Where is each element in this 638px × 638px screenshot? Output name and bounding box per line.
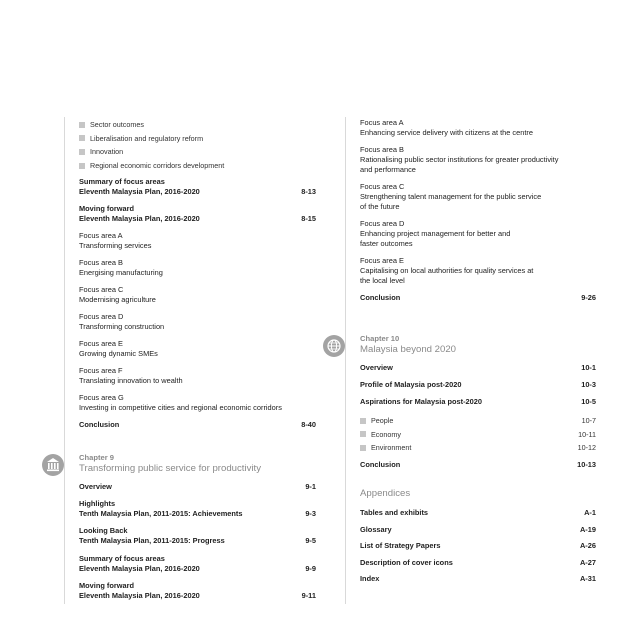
globe-icon (323, 335, 345, 357)
entry-line (360, 293, 596, 303)
entry-label: Moving forward (79, 580, 135, 590)
entry-page: 10-3 (581, 380, 596, 389)
entry-label: Focus area C (79, 285, 124, 295)
entry-label: Moving forward (79, 204, 135, 214)
entry-line (360, 558, 596, 568)
entry-line (79, 403, 316, 413)
bullet-page: 10-7 (581, 416, 596, 426)
chapter9-number: Chapter 9 (79, 453, 115, 462)
appendix-entry[interactable] (360, 574, 596, 584)
entry-line (79, 376, 316, 386)
bullet-square-icon (360, 431, 366, 437)
toc-entry[interactable] (360, 219, 596, 249)
bullet-label: Liberalisation and regulatory reform (90, 133, 204, 143)
entry-label: Capitalising on local authorities for quality services at (360, 266, 534, 275)
bullet-square-icon (79, 149, 85, 155)
bullet-item[interactable] (360, 414, 596, 428)
entry-line (79, 349, 316, 359)
entry-page: 8-40 (301, 420, 316, 430)
right-column (360, 118, 596, 310)
bullet-square-icon (360, 445, 366, 451)
toc-entry[interactable] (79, 177, 316, 197)
entry-page: 10-5 (581, 397, 596, 406)
entry-line (79, 204, 316, 214)
entry-line (360, 380, 596, 390)
entry-line (79, 581, 316, 591)
toc-entry[interactable] (79, 482, 316, 492)
entry-label: Focus area E (360, 256, 404, 265)
entry-label: Tenth Malaysia Plan, 2011-2015: Achievements (79, 509, 243, 519)
toc-entry[interactable] (79, 312, 316, 332)
entry-line (79, 268, 316, 278)
chapter8-entries (79, 177, 316, 430)
toc-entry[interactable] (79, 231, 316, 251)
entry-line (79, 509, 316, 519)
bullet-square-icon (79, 122, 85, 128)
entry-line (79, 322, 316, 332)
entry-page: 9-5 (305, 536, 316, 546)
entry-label: Looking Back (79, 526, 128, 536)
bullet-square-icon (360, 418, 366, 424)
entry-line (79, 231, 316, 241)
entry-label: Aspirations for Malaysia post-2020 (360, 397, 482, 406)
entry-label: and performance (360, 165, 416, 174)
entry-label: Eleventh Malaysia Plan, 2016-2020 (79, 563, 200, 573)
entry-label: Focus area B (360, 145, 404, 154)
bullet-label: Economy (371, 429, 401, 439)
entry-label: Enhancing service delivery with citizens at the centre (360, 128, 533, 137)
entry-label: Rationalising public sector institutions for greater productivity (360, 155, 559, 164)
entry-line (360, 182, 596, 192)
appendix-entry[interactable] (360, 525, 596, 535)
entry-label: Summary of focus areas (79, 177, 165, 187)
entry-label: List of Strategy Papers (360, 541, 441, 551)
bullet-item[interactable] (79, 118, 316, 132)
appendices-title: Appendices (360, 488, 411, 499)
entry-label: Enhancing project management for better and (360, 229, 511, 238)
entry-label: Growing dynamic SMEs (79, 349, 158, 359)
chapter10-heading (360, 334, 596, 356)
left-column-rule (64, 117, 65, 604)
toc-entry[interactable] (79, 366, 316, 386)
chapter10-conclusion[interactable] (360, 460, 596, 470)
entry-line (360, 525, 596, 535)
bullet-label: Environment (371, 443, 412, 453)
entry-page: A-31 (579, 574, 596, 584)
entry-line (360, 574, 596, 584)
entry-line (79, 554, 316, 564)
entry-page: 10-1 (581, 363, 596, 372)
bullet-item[interactable] (79, 159, 316, 173)
entry-label: Translating innovation to wealth (79, 376, 183, 386)
entry-label: Focus area E (79, 339, 123, 349)
entry-page: 9-26 (581, 293, 596, 302)
chapter9-heading (79, 453, 316, 475)
entry-label: Conclusion (360, 293, 401, 302)
entry-label: Focus area A (360, 118, 404, 127)
appendix-entry[interactable] (360, 541, 596, 551)
entry-line (79, 177, 316, 187)
entry-line (360, 508, 596, 518)
toc-entry[interactable] (79, 204, 316, 224)
entry-line (360, 145, 596, 155)
entry-page: 9-1 (305, 482, 316, 491)
entry-line (360, 541, 596, 551)
entry-label: Strengthening talent management for the public service (360, 192, 542, 201)
left-bullet-list (79, 118, 316, 172)
appendix-entries (360, 508, 596, 584)
bullet-page: 10-11 (578, 429, 596, 439)
entry-line (79, 187, 316, 197)
appendices-section (360, 488, 596, 591)
entry-page: 9-9 (305, 563, 316, 573)
toc-entry[interactable] (360, 182, 596, 212)
entry-label: Summary of focus areas (79, 553, 165, 563)
bullet-item[interactable] (79, 132, 316, 146)
entry-label: Energising manufacturing (79, 268, 163, 278)
entry-label: Transforming construction (79, 322, 165, 332)
entry-label: Profile of Malaysia post-2020 (360, 380, 462, 389)
entry-label: Focus area B (79, 258, 123, 268)
toc-entry[interactable] (79, 420, 316, 430)
entry-line (360, 202, 596, 212)
entry-page: A-1 (584, 508, 596, 517)
entry-label: Tenth Malaysia Plan, 2011-2015: Progress (79, 536, 225, 546)
chapter10-entries (360, 363, 596, 407)
entry-line (79, 339, 316, 349)
entry-page: 8-15 (301, 214, 316, 224)
entry-line (79, 366, 316, 376)
entry-label: Conclusion (79, 420, 120, 430)
entry-page: A-26 (579, 541, 596, 551)
bullet-label: Sector outcomes (90, 120, 144, 130)
entry-line (79, 393, 316, 403)
entry-label: Focus area F (79, 366, 123, 376)
entry-line (360, 239, 596, 249)
entry-line (79, 564, 316, 574)
entry-label: Eleventh Malaysia Plan, 2016-2020 (79, 214, 200, 224)
entry-line (360, 118, 596, 128)
bullet-label: People (371, 416, 394, 426)
bullet-label: Regional economic corridors development (90, 161, 225, 171)
toc-entry[interactable] (360, 293, 596, 303)
chapter10-number: Chapter 10 (360, 334, 400, 343)
entry-line (360, 276, 596, 286)
entry-line (79, 482, 316, 492)
entry-line (79, 285, 316, 295)
right-column-rule (345, 117, 346, 604)
entry-label: Focus area D (360, 219, 405, 228)
toc-entry[interactable] (79, 499, 316, 519)
entry-line (360, 155, 596, 165)
toc-entry[interactable] (360, 118, 596, 138)
entry-label: Focus area D (79, 312, 124, 322)
bullet-page: 10-12 (577, 443, 596, 453)
bullet-item[interactable] (79, 145, 316, 159)
toc-entry[interactable] (79, 526, 316, 546)
bullet-square-icon (79, 135, 85, 141)
entry-page: 9-11 (301, 590, 316, 600)
entry-line (360, 219, 596, 229)
entry-label: Description of cover icons (360, 557, 453, 567)
entry-label: Transforming services (79, 241, 152, 251)
entry-label: Glossary (360, 524, 392, 534)
entry-line (79, 214, 316, 224)
entry-line (360, 397, 596, 407)
entry-line (79, 258, 316, 268)
entry-line (360, 192, 596, 202)
toc-entry[interactable] (360, 145, 596, 175)
entry-line (79, 312, 316, 322)
toc-entry[interactable] (360, 397, 596, 407)
toc-entry[interactable] (79, 554, 316, 574)
entry-line (79, 591, 316, 601)
entry-page: A-27 (579, 557, 596, 567)
chapter9-title: Transforming public service for productivity (79, 463, 261, 474)
entry-label: Modernising agriculture (79, 295, 156, 305)
entry-line (79, 420, 316, 430)
entry-label: Overview (360, 363, 393, 372)
entry-line (79, 499, 316, 509)
entry-line (79, 295, 316, 305)
chapter9-focus-entries (360, 118, 596, 303)
entry-page: A-19 (579, 524, 596, 534)
bullet-item[interactable] (360, 441, 596, 455)
chapter9-entries-wrap (79, 482, 316, 608)
entry-label: of the future (360, 202, 400, 211)
entry-label: faster outcomes (360, 239, 413, 248)
entry-label: Investing in competitive cities and regional economic corridors (79, 403, 282, 413)
entry-line (360, 363, 596, 373)
government-building-icon (42, 454, 64, 476)
chapter10-bullet-list (360, 414, 596, 455)
chapter9-entries (79, 482, 316, 601)
entry-label: Eleventh Malaysia Plan, 2016-2020 (79, 187, 200, 197)
entry-line (79, 536, 316, 546)
entry-page: 10-13 (577, 459, 596, 469)
entry-label: Focus area A (79, 231, 123, 241)
appendix-entry[interactable] (360, 558, 596, 568)
left-column (79, 118, 316, 437)
appendix-entry[interactable] (360, 508, 596, 518)
entry-line (79, 241, 316, 251)
entry-label: the local level (360, 276, 405, 285)
toc-entry[interactable] (360, 380, 596, 390)
entry-line (360, 128, 596, 138)
chapter10-entries-wrap (360, 363, 596, 470)
toc-entry[interactable] (360, 256, 596, 286)
entry-label: Conclusion (360, 459, 401, 469)
bullet-square-icon (79, 163, 85, 169)
entry-page: 9-3 (305, 509, 316, 519)
toc-entry[interactable] (79, 258, 316, 278)
entry-label: Index (360, 574, 380, 584)
entry-page: 8-13 (301, 187, 316, 197)
entry-line (360, 165, 596, 175)
toc-entry[interactable] (79, 339, 316, 359)
entry-label: Overview (79, 482, 112, 491)
chapter10-title: Malaysia beyond 2020 (360, 344, 457, 355)
toc-entry[interactable] (79, 285, 316, 305)
entry-label: Focus area G (79, 393, 124, 403)
bullet-item[interactable] (360, 428, 596, 442)
entry-line (360, 266, 596, 276)
entry-label: Highlights (79, 499, 116, 509)
entry-line (79, 526, 316, 536)
entry-line (360, 256, 596, 266)
toc-entry[interactable] (79, 393, 316, 413)
entry-label: Eleventh Malaysia Plan, 2016-2020 (79, 590, 200, 600)
entry-label: Focus area C (360, 182, 405, 191)
bullet-label: Innovation (90, 147, 124, 157)
toc-entry[interactable] (360, 363, 596, 373)
entry-label: Tables and exhibits (360, 508, 429, 517)
entry-line (360, 229, 596, 239)
toc-entry[interactable] (79, 581, 316, 601)
